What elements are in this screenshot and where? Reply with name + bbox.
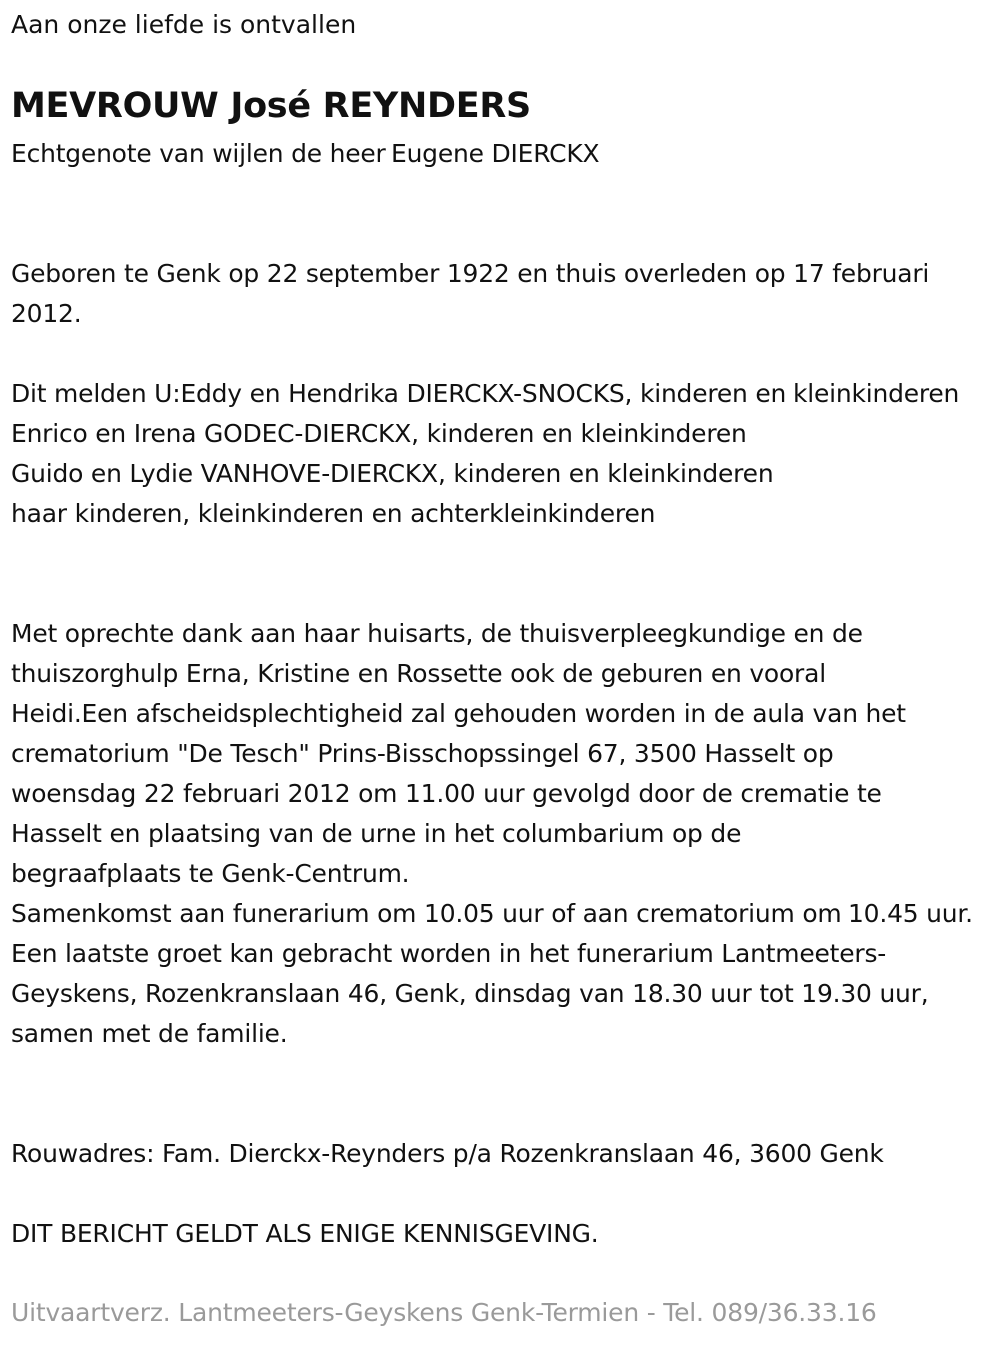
family-line: Guido en Lydie VANHOVE-DIERCKX, kinderen en kleinkinderen xyxy=(11,459,774,488)
details-line: woensdag 22 februari 2012 om 11.00 uur gevolgd door de crematie te xyxy=(11,779,882,808)
birth-death-line: Geboren te Genk op 22 september 1922 en thuis overleden op 17 februari xyxy=(11,259,930,288)
deceased-name: MEVROUW José REYNDERS xyxy=(11,86,531,126)
details-line: begraafplaats te Genk-Centrum. xyxy=(11,859,410,888)
intro-text: Aan onze liefde is ontvallen xyxy=(11,10,357,39)
details-line: Geyskens, Rozenkranslaan 46, Genk, dinsdag van 18.30 uur tot 19.30 uur, xyxy=(11,979,929,1008)
family-block xyxy=(11,374,991,534)
details-line: Hasselt en plaatsing van de urne in het columbarium op de xyxy=(11,819,742,848)
notice-text: DIT BERICHT GELDT ALS ENIGE KENNISGEVING. xyxy=(11,1219,599,1248)
birth-death-block xyxy=(11,254,991,334)
details-line: crematorium "De Tesch" Prins-Bisschopssingel 67, 3500 Hasselt op xyxy=(11,739,834,768)
family-line: haar kinderen, kleinkinderen en achterkleinkinderen xyxy=(11,499,656,528)
details-line: Een laatste groet kan gebracht worden in het funerarium Lantmeeters- xyxy=(11,939,887,968)
address-block xyxy=(11,1134,991,1174)
details-block xyxy=(11,614,991,1054)
notice-block xyxy=(11,1214,991,1254)
birth-death-line: 2012. xyxy=(11,299,82,328)
spouse-block xyxy=(11,134,991,174)
family-line: kleinkinderen xyxy=(792,379,959,408)
spouse-name: Eugene DIERCKX xyxy=(391,139,600,168)
family-line: Dit melden U:Eddy en Hendrika DIERCKX-SNOCKS, kinderen en xyxy=(11,379,787,408)
details-line: Samenkomst aan funerarium om 10.05 uur of aan crematorium om xyxy=(11,899,842,928)
funeral-home-footer: Uitvaartverz. Lantmeeters-Geyskens Genk-Termien - Tel. 089/36.33.16 xyxy=(11,1298,877,1327)
details-line: 10.45 uur. xyxy=(848,899,974,928)
details-line: thuiszorghulp Erna, Kristine en Rossette ook de geburen en vooral xyxy=(11,659,826,688)
details-line: samen met de familie. xyxy=(11,1019,288,1048)
details-line: Met oprechte dank aan haar huisarts, de thuisverpleegkundige en de xyxy=(11,619,863,648)
details-line: Heidi.Een afscheidsplechtigheid zal gehouden worden in de aula van het xyxy=(11,699,906,728)
mourning-address: Rouwadres: Fam. Dierckx-Reynders p/a Rozenkranslaan 46, 3600 Genk xyxy=(11,1139,884,1168)
spouse-line: Echtgenote van wijlen de heer xyxy=(11,139,386,168)
family-line: Enrico en Irena GODEC-DIERCKX, kinderen en kleinkinderen xyxy=(11,419,747,448)
